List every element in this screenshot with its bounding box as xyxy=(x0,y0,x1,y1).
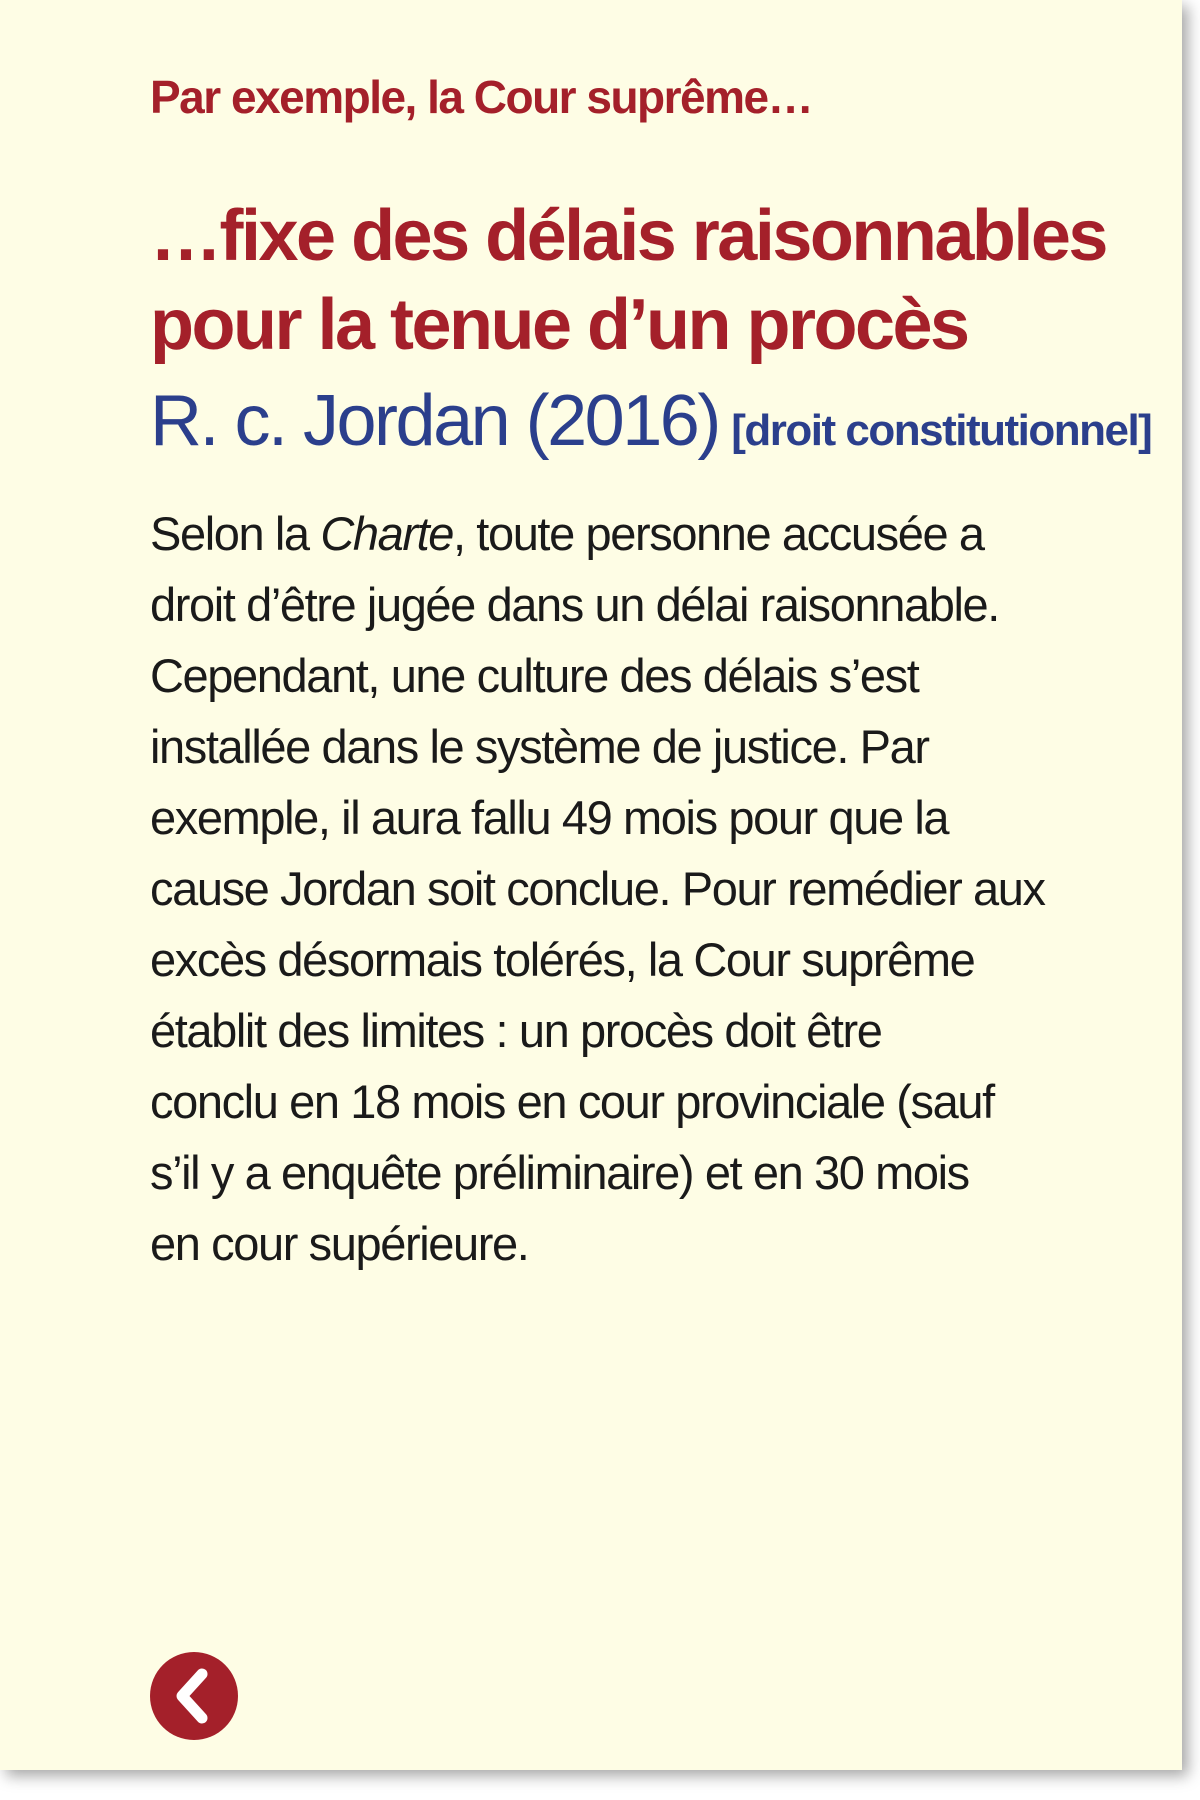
case-category-tag: [droit constitutionnel] xyxy=(731,406,1152,455)
body-line: excès désormais tolérés, la Cour suprême xyxy=(150,933,975,986)
page-title xyxy=(150,192,1106,370)
charte-emphasis: Charte xyxy=(320,507,453,560)
body-text-segment: , toute personne accusée a xyxy=(452,507,984,560)
body-line: conclu en 18 mois en cour provinciale (sauf xyxy=(150,1075,994,1128)
body-line: Cependant, une culture des délais s’est xyxy=(150,649,919,702)
body-paragraph xyxy=(150,498,1090,1279)
body-line: cause Jordan soit conclue. Pour remédier aux xyxy=(150,862,1045,915)
kicker-heading: Par exemple, la Cour suprême… xyxy=(150,71,813,123)
page-title-line-2: pour la tenue d’un procès xyxy=(150,285,968,365)
page-title-line-1: …fixe des délais raisonnables xyxy=(150,196,1106,276)
chevron-left-icon xyxy=(150,1652,238,1740)
body-line: exemple, il aura fallu 49 mois pour que la xyxy=(150,791,949,844)
case-name: R. c. Jordan (2016) xyxy=(150,381,719,461)
body-line: droit d’être jugée dans un délai raisonnable. xyxy=(150,578,999,631)
body-line: établit des limites : un procès doit être xyxy=(150,1004,882,1057)
case-reference xyxy=(150,380,1151,462)
body-line xyxy=(150,498,1090,569)
back-button[interactable] xyxy=(150,1652,238,1740)
body-line: s’il y a enquête préliminaire) et en 30 mois xyxy=(150,1146,969,1199)
body-line: en cour supérieure. xyxy=(150,1217,529,1270)
body-text-segment: Selon la xyxy=(150,507,321,560)
body-line: installée dans le système de justice. Par xyxy=(150,720,929,773)
